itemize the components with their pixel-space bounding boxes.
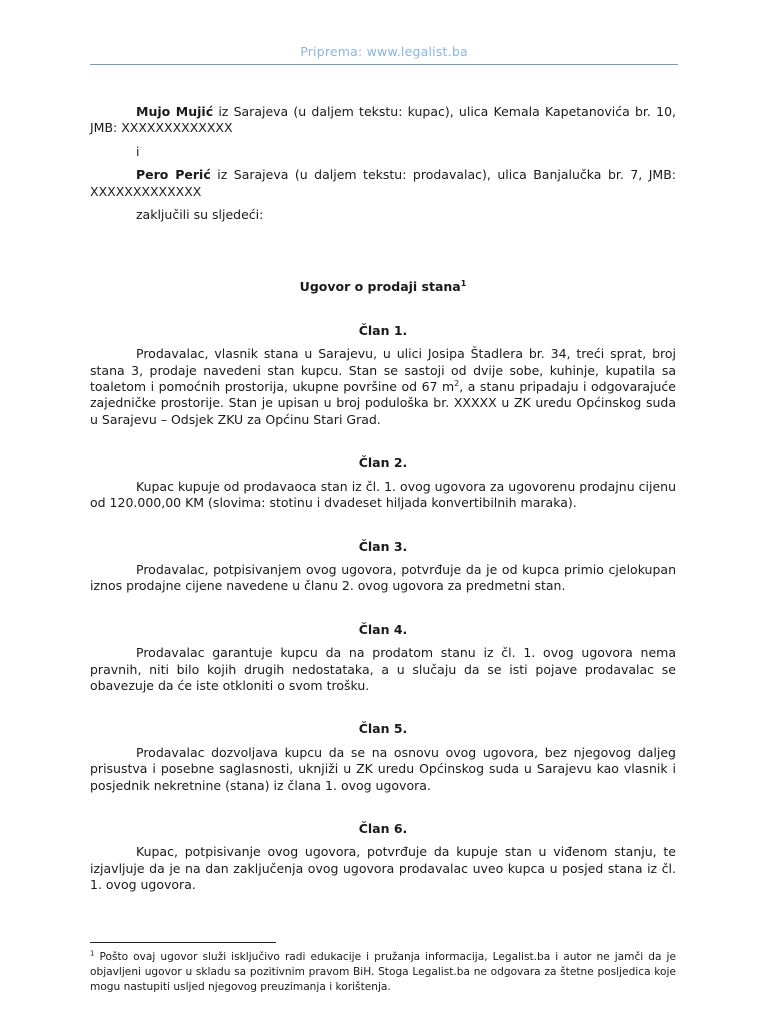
seller-name: Pero Perić — [136, 167, 211, 183]
contract-title-text: Ugovor o prodaji stana — [299, 279, 461, 295]
buyer-paragraph — [90, 104, 676, 137]
article-1-heading: Član 1. — [358, 322, 408, 338]
article-1-text-a: Prodavalac, vlasnik stana u Sarajevu, u ulici Josipa Štadlera br. 34, treći sprat, broj stana 3, prodaje navedeni stan kupcu. Stan se sastoji od dvije sobe, kuhinje, kupatila sa toaletom i pomoćnih prostorija, ukupne površine od 67 m — [90, 346, 676, 395]
footnote-rule — [90, 942, 276, 943]
contract-title — [90, 279, 676, 295]
seller-details: iz Sarajeva (u daljem tekstu: prodavalac), ulica Banjalučka br. 7, JMB: XXXXXXXXXXXXX — [90, 167, 676, 199]
article-2-heading: Član 2. — [358, 455, 408, 471]
article-4-heading: Član 4. — [358, 621, 408, 637]
article-6-text: Kupac, potpisivanje ovog ugovora, potvrđuje da kupuje stan u viđenom stanju, te izjavljuje da je na dan zaključenja ovog ugovora prodavalac uveo kupca u posjed stana iz čl. 1. ovog ugovora. — [90, 844, 676, 893]
header-rule — [90, 64, 678, 65]
footnote-mark: 1 — [460, 279, 467, 289]
article-2-text: Kupac kupuje od prodavaoca stan iz čl. 1. ovog ugovora za ugovorenu prodajnu cijenu od 120.000,00 KM (slovima: stotinu i dvadeset hiljada konvertibilnih maraka). — [90, 478, 676, 511]
footnote — [90, 950, 676, 995]
seller-paragraph — [90, 167, 676, 200]
document-body — [90, 104, 676, 894]
article-3-text: Prodavalac, potpisivanjem ovog ugovora, potvrđuje da je od kupca primio cjelokupan iznos prodajne cijene navedene u članu 2. ovog ugovora za predmetni stan. — [90, 561, 676, 594]
article-1-sup: 2 — [454, 378, 460, 388]
article-1-text-b: , a stanu pripadaju i odgovarajuće zajedničke prostorije. Stan je upisan u broj poduloška br. XXXXX u ZK uredu Općinskog suda u Sarajevu – Odsjek ZKU za Općinu Stari Grad. — [90, 379, 676, 427]
article-4-text: Prodavalac garantuje kupcu da na prodatom stanu iz čl. 1. ovog ugovora nema pravnih, niti bilo kojih drugih nedostataka, a u slučaju da se isti pojave prodavalac se obavezuje da će iste otkloniti o svom trošku. — [90, 645, 676, 693]
article-6-heading: Član 6. — [358, 820, 408, 836]
footnote-number: 1 — [90, 949, 95, 958]
article-5-heading: Član 5. — [358, 721, 408, 737]
page-header: Priprema: www.legalist.ba — [300, 44, 468, 59]
conjunction: i — [136, 143, 140, 159]
article-5-text: Prodavalac dozvoljava kupcu da se na osnovu ovog ugovora, bez njegovog daljeg prisustva i posebne saglasnosti, uknjiži u ZK uredu Općinskog suda u Sarajevu kao vlasnik i posjednik nekretnine (stana) iz člana 1. ovog ugovora. — [90, 744, 676, 793]
article-1-text — [90, 346, 676, 428]
buyer-name: Mujo Mujić — [136, 104, 214, 119]
concluded-text: zaključili su sljedeći: — [136, 207, 264, 223]
buyer-details: iz Sarajeva (u daljem tekstu: kupac), ulica Kemala Kapetanovića br. 10, JMB: XXXXXXXXXXXXX — [90, 104, 676, 136]
article-3-heading: Član 3. — [358, 538, 408, 554]
footnote-text: Pošto ovaj ugovor služi isključivo radi edukacije i pružanja informacija, Legalist.ba i autor ne jamči da je objavljeni ugovor u skladu sa pozitivnim pravom BiH. Stoga Legalist.ba ne odgovara za štetne posljedica koje mogu nastupiti usljed njegovog preuzimanja i korištenja. — [90, 951, 676, 993]
